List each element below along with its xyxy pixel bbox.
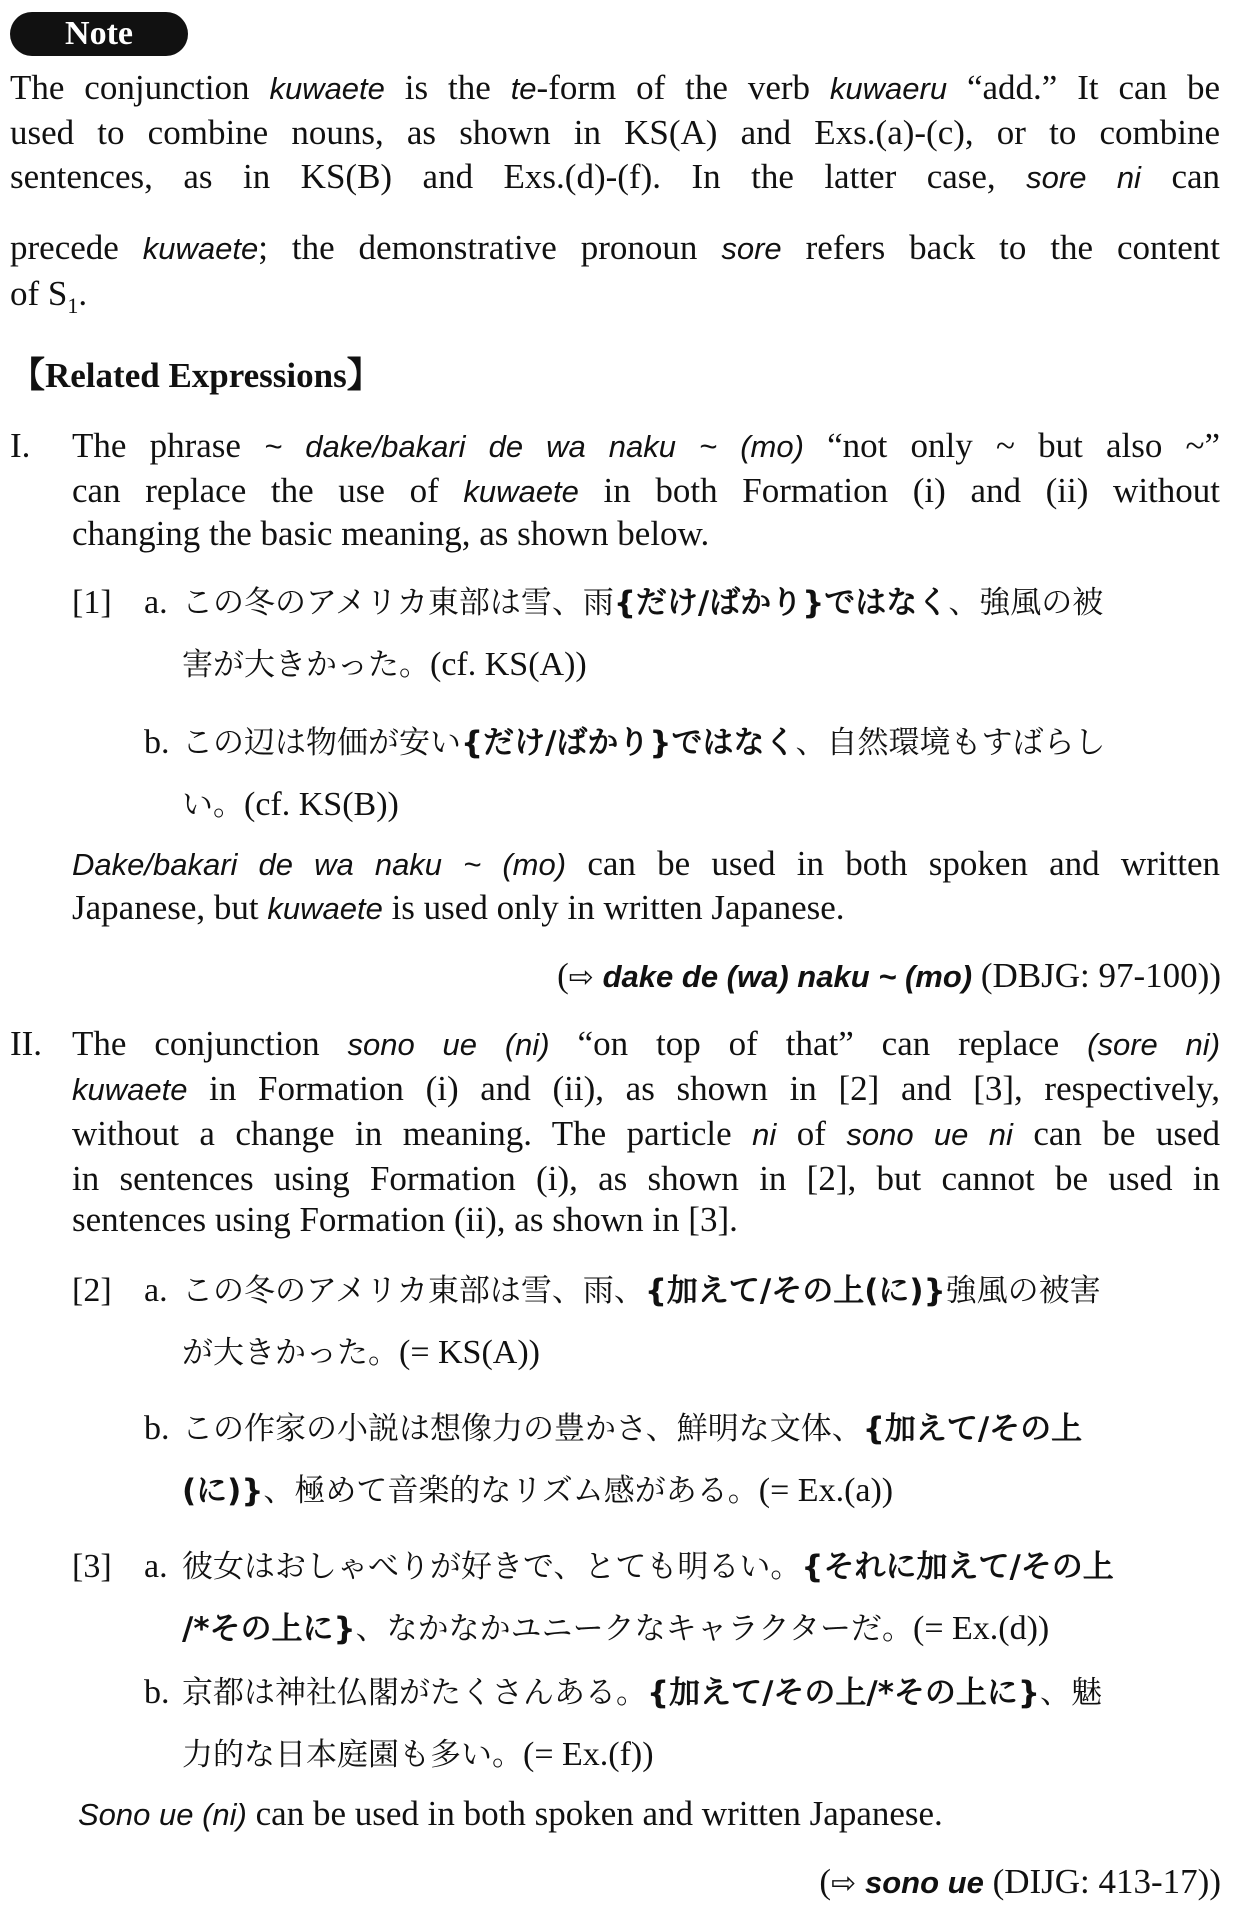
example-1-number: [1] [72,584,112,621]
related-expressions-heading: 【Related Expressions】 [10,356,382,395]
cross-reference-dake-de-wa-naku[interactable]: (⇨ dake de (wa) naku ~ (mo) (DBJG: 97-100)) [557,956,1221,995]
arrow-right-icon: ⇨ [831,1866,857,1901]
section-ii-paragraph: The conjunction sono ue (ni) “on top of that” can replace (sore ni) kuwaete in Formation (i) and (ii), as shown in [2] and [3], respectively, without a change in meaning. The particle ni of sono ue ni can be used in sentences using Formation (i), as shown in [2], but cannot be used in [72,1024,1221,1198]
note-line-5: of $S_1$. [10,274,88,318]
note-paragraph [10,66,1220,200]
example-2-number: [2] [72,1272,112,1309]
section-ii-numeral: II. [10,1024,43,1063]
note-line-4: precede kuwaete; the demonstrative pronoun sore refers back to the content [10,228,1221,267]
note-line-2: used to combine nouns, as shown in KS(A) and Exs.(a)-(c), or to combine [10,113,1220,152]
example-1b: この辺は物価が安い{だけ/ばかり}ではなく、自然環境もすばらし い。(cf. KS(B)) [182,725,1106,823]
arrow-right-icon: ⇨ [568,960,594,995]
note-line-1: The conjunction kuwaete is the te-form of the verb kuwaeru “add.” It can be [10,68,1220,107]
example-2b: この作家の小説は想像力の豊かさ、鮮明な文体、{加えて/その上 (に)}、極めて音楽的なリズム感がある。(= Ex.(a)) [182,1411,1083,1509]
note-badge: Note [10,12,188,56]
example-3a-letter: a. [144,1548,168,1585]
example-3b: 京都は神社仏閣がたくさんある。{加えて/その上/*その上に}、魅 力的な日本庭園も多い。(= Ex.(f)) [182,1675,1102,1773]
example-2a-letter: a. [144,1272,168,1309]
example-1a-letter: a. [144,584,168,621]
note-paragraph-cont [10,226,1220,271]
example-2a: この冬のアメリカ東部は雪、雨、{加えて/その上(に)}強風の被害 が大きかった。(= KS(A)) [182,1273,1101,1371]
section-i-paragraph: The phrase ~ dake/bakari de wa naku ~ (mo) “not only ~ but also ~” can replace the use of kuwaete in both Formation (i) and (ii) without [72,426,1221,510]
section-i-usage-line-2: Japanese, but kuwaete is used only in written Japanese. [72,888,845,927]
example-1a: この冬のアメリカ東部は雪、雨{だけ/ばかり}ではなく、強風の被 害が大きかった。(cf. KS(A)) [182,585,1104,683]
section-i-line-3: changing the basic meaning, as shown below. [72,514,710,553]
section-ii-usage: Sono ue (ni) can be used in both spoken and written Japanese. [78,1794,943,1833]
section-i-usage: Dake/bakari de wa naku ~ (mo) can be used in both spoken and written [72,844,1221,883]
example-2b-letter: b. [144,1410,170,1447]
cross-reference-sono-ue[interactable]: (⇨ sono ue (DIJG: 413-17)) [819,1862,1221,1901]
note-line-3: sentences, as in KS(B) and Exs.(d)-(f). In the latter case, sore ni can [10,157,1221,196]
section-ii-line-5: sentences using Formation (ii), as shown in [3]. [72,1200,738,1239]
example-3-number: [3] [72,1548,112,1585]
example-3a: 彼女はおしゃべりが好きで、とても明るい。{それに加えて/その上 /*その上に}、なかなかユニークなキャラクターだ。(= Ex.(d)) [182,1549,1114,1647]
example-1b-letter: b. [144,724,170,761]
section-i-numeral: I. [10,426,31,465]
example-3b-letter: b. [144,1674,170,1711]
